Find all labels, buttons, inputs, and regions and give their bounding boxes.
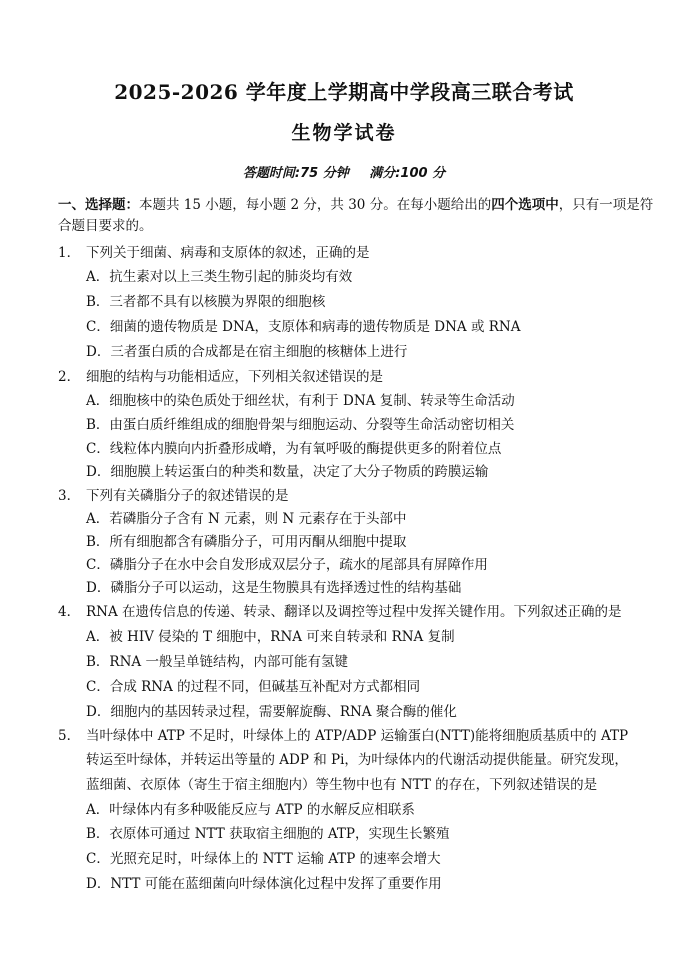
full-score: 满分:100 分 <box>369 166 446 181</box>
q5-stem-line-3: 蓝细菌、衣原体（寄生于宿主细胞内）等生物中也有 NTT 的存在，下列叙述错误的是 <box>86 777 598 793</box>
q2-option-a: A．细胞核中的染色质处于细丝状，有利于 DNA 复制、转录等生命活动 <box>86 393 515 409</box>
q5-option-a: A．叶绿体内有多种吸能反应与 ATP 的水解反应相联系 <box>86 802 415 818</box>
question-number: 2． <box>58 369 81 385</box>
question-text: 细胞的结构与功能相适应，下列相关叙述错误的是 <box>86 369 383 385</box>
q3-option-a: A．若磷脂分子含有 N 元素，则 N 元素存在于头部中 <box>86 511 407 527</box>
q3-option-d: D．磷脂分子可以运动，这是生物膜具有选择透过性的结构基础 <box>86 580 462 596</box>
q1-option-c: C．细菌的遗传物质是 DNA，支原体和病毒的遗传物质是 DNA 或 RNA <box>86 319 521 335</box>
q5-stem-line-2: 转运至叶绿体，并转运出等量的 ADP 和 Pi，为叶绿体内的代谢活动提供能量。研究发现， <box>86 752 628 768</box>
q5-option-b: B．衣原体可通过 NTT 获取宿主细胞的 ATP，实现生长繁殖 <box>86 826 450 842</box>
q1-option-b: B．三者都不具有以核膜为界限的细胞核 <box>86 294 326 310</box>
section-text: 本题共 15 小题，每小题 2 分，共 30 分。在每小题给出的 <box>139 197 492 213</box>
q3-option-c: C．磷脂分子在水中会自发形成双层分子，疏水的尾部具有屏障作用 <box>86 557 488 573</box>
q2-option-d: D．细胞膜上转运蛋白的种类和数量，决定了大分子物质的跨膜运输 <box>86 464 489 480</box>
section-emphasis: 四个选项中 <box>491 197 559 213</box>
section-instructions <box>58 195 658 237</box>
question-number: 4． <box>58 604 81 620</box>
exam-meta <box>0 162 688 181</box>
question-4-stem <box>58 600 668 620</box>
question-1-stem <box>58 241 668 261</box>
question-3-stem <box>58 484 668 504</box>
question-text: RNA 在遗传信息的传递、转录、翻译以及调控等过程中发挥关键作用。下列叙述正确的是 <box>86 604 622 620</box>
q4-option-b: B．RNA 一般呈单链结构，内部可能有氢键 <box>86 654 348 670</box>
section-heading: 一、选择题： <box>58 197 139 213</box>
question-2-stem <box>58 365 668 385</box>
question-text: 下列有关磷脂分子的叙述错误的是 <box>86 488 289 504</box>
question-5-stem <box>58 724 668 744</box>
question-text: 当叶绿体中 ATP 不足时，叶绿体上的 ATP/ADP 运输蛋白(NTT)能将细胞质基质中的 ATP <box>86 728 629 744</box>
exam-subtitle: 生物学试卷 <box>291 122 397 144</box>
q2-option-c: C．线粒体内膜向内折叠形成嵴，为有氧呼吸的酶提供更多的附着位点 <box>86 441 502 457</box>
question-number: 1． <box>58 245 81 261</box>
q4-option-c: C．合成 RNA 的过程不同，但碱基互补配对方式都相同 <box>86 679 421 695</box>
question-number: 5． <box>58 728 81 744</box>
q3-option-b: B．所有细胞都含有磷脂分子，可用丙酮从细胞中提取 <box>86 534 407 550</box>
q5-option-d: D．NTT 可能在蓝细菌向叶绿体演化过程中发挥了重要作用 <box>86 876 442 892</box>
q1-option-d: D．三者蛋白质的合成都是在宿主细胞的核糖体上进行 <box>86 344 408 360</box>
answer-time: 答题时间:75 分钟 <box>242 166 349 181</box>
q5-option-c: C．光照充足时，叶绿体上的 NTT 运输 ATP 的速率会增大 <box>86 851 441 867</box>
question-text: 下列关于细菌、病毒和支原体的叙述，正确的是 <box>86 245 370 261</box>
q1-option-a: A．抗生素对以上三类生物引起的肺炎均有效 <box>86 269 353 285</box>
q4-option-d: D．细胞内的基因转录过程，需要解旋酶、RNA 聚合酶的催化 <box>86 704 457 720</box>
q4-option-a: A．被 HIV 侵染的 T 细胞中，RNA 可来自转录和 RNA 复制 <box>86 629 455 645</box>
question-number: 3． <box>58 488 81 504</box>
section-text-end: ，只有一项是符合题目要求的。 <box>58 197 654 234</box>
q2-option-b: B．由蛋白质纤维组成的细胞骨架与细胞运动、分裂等生命活动密切相关 <box>86 417 515 433</box>
exam-title: 2025-2026 学年度上学期高中学段高三联合考试 <box>114 80 574 104</box>
